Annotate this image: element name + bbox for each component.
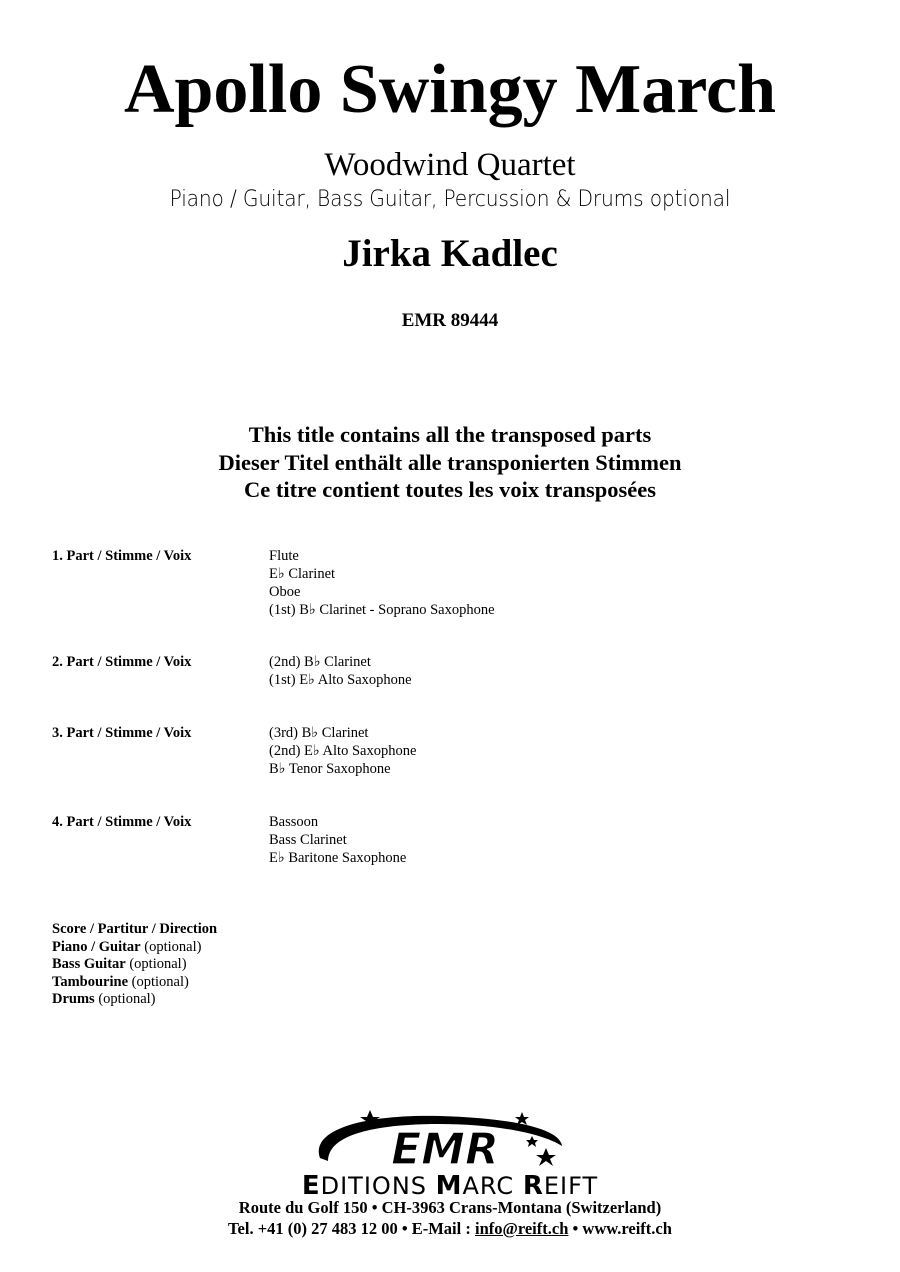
subtitle: Woodwind Quartet [324,147,576,183]
catalog-number: EMR 89444 [401,310,499,331]
instrument: (2nd) B♭ Clarinet [269,654,371,670]
instrument: Bassoon [269,814,319,830]
instrument: (2nd) E♭ Alto Saxophone [269,743,417,759]
instrument: (1st) E♭ Alto Saxophone [269,672,412,688]
notice-french: Ce titre contient toutes les voix transposées [243,477,656,502]
part-4-label: 4. Part / Stimme / Voix [52,814,192,830]
telephone: Tel. +41 (0) 27 483 12 00 • E-Mail : [228,1219,475,1238]
transposed-parts-notice [0,421,900,504]
email-link[interactable]: info@reift.ch [474,1219,569,1238]
part-3-label: 3. Part / Stimme / Voix [52,725,192,741]
part-3-instruments [269,724,416,778]
notice-english: This title contains all the transposed parts [248,422,652,447]
instrumentation: Piano / Guitar, Bass Guitar, Percussion & Drums optional [169,187,731,212]
instrument: E♭ Clarinet [269,566,336,582]
logo-text: EMR [391,1124,499,1175]
instrument: (1st) B♭ Clarinet - Soprano Saxophone [269,602,495,618]
page-title: Apollo Swingy March [123,51,777,128]
part-1-instruments [269,547,495,619]
part-4-instruments [269,813,406,867]
instrument: Flute [269,548,299,564]
additional-parts-list [52,921,217,1009]
publisher-address: Route du Golf 150 • CH-3963 Crans-Montana (Switzerland) [238,1198,662,1217]
notice-german: Dieser Titel enthält alle transponierten Stimmen [218,449,682,475]
publisher-contact [0,1218,900,1239]
website: • www.reift.ch [568,1219,672,1238]
instrument: E♭ Baritone Saxophone [269,850,407,866]
emr-logo [300,1106,600,1178]
instrument: Oboe [269,584,301,600]
instrument: B♭ Tenor Saxophone [269,761,391,777]
part-2-label: 2. Part / Stimme / Voix [52,654,192,670]
list-item: Score / Partitur / Direction [52,921,218,937]
list-item: Drums (optional) [52,991,156,1007]
list-item: Tambourine (optional) [52,973,189,990]
composer: Jirka Kadlec [342,232,558,275]
instrument: (3rd) B♭ Clarinet [269,725,369,741]
list-item: Bass Guitar (optional) [52,956,187,972]
list-item: Piano / Guitar (optional) [52,938,202,955]
publisher-name: EDITIONS MARC REIFT [301,1171,599,1201]
instrument: Bass Clarinet [269,832,347,848]
part-1-label: 1. Part / Stimme / Voix [52,548,192,564]
part-2-instruments [269,653,412,689]
